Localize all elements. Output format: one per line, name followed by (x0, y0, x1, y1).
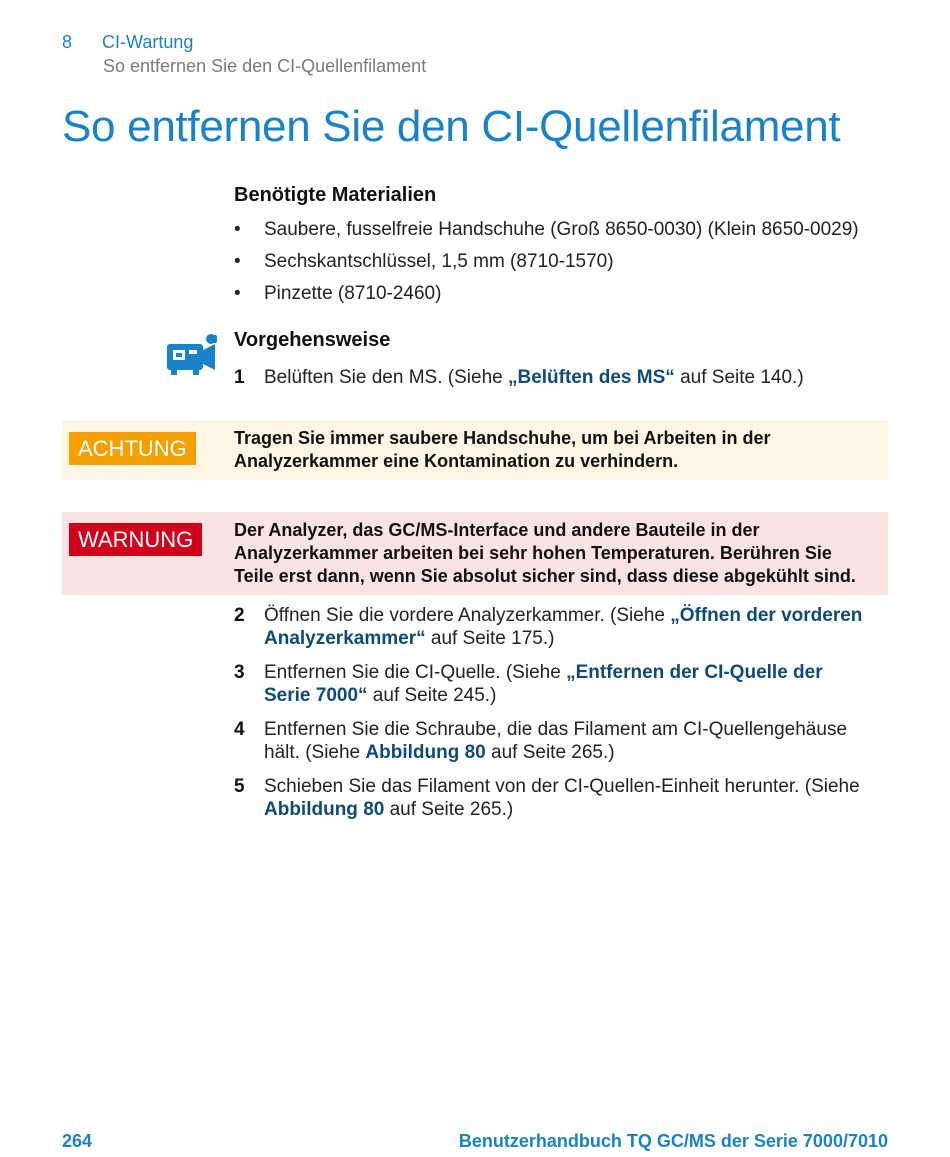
step-text: auf Seite 245.) (367, 685, 497, 706)
figure-reference-link[interactable]: Abbildung 80 (264, 799, 385, 820)
warning-notice (62, 512, 888, 595)
list-item (234, 250, 874, 282)
step-number: 2 (234, 605, 245, 626)
warning-badge: WARNUNG (69, 523, 202, 556)
procedure-heading: Vorgehensweise (234, 329, 391, 351)
procedure-step (234, 604, 874, 650)
figure-reference-link[interactable]: Abbildung 80 (365, 742, 486, 763)
bullet-icon: • (234, 283, 241, 304)
cross-reference-link[interactable]: „Entfernen der CI-Quelle der Serie 7000“ (264, 662, 823, 706)
caution-badge: ACHTUNG (69, 432, 196, 465)
materials-heading: Benötigte Materialien (234, 184, 437, 206)
caution-notice (62, 420, 888, 480)
bullet-icon: • (234, 219, 241, 240)
bullet-icon: • (234, 251, 241, 272)
running-header-chapter (62, 32, 193, 53)
running-header-section: So entfernen Sie den CI-Quellenfilament (103, 56, 427, 76)
list-item (234, 282, 874, 314)
book-title: Benutzerhandbuch TQ GC/MS der Serie 7000/7010 (458, 1131, 888, 1151)
page-number: 264 (62, 1131, 93, 1151)
step-text: auf Seite 265.) (384, 799, 514, 820)
list-item (234, 218, 874, 250)
materials-list (234, 218, 874, 314)
procedure-step (234, 366, 874, 389)
step-text: Entfernen Sie die Schraube, die das Filament am CI-Quellengehäuse hält. (Siehe (264, 719, 848, 763)
procedure-step (234, 718, 874, 764)
video-camera-icon (165, 332, 223, 376)
procedure-step (234, 661, 874, 707)
page-title: So entfernen Sie den CI-Quellenfilament (62, 102, 841, 151)
step-number: 3 (234, 662, 245, 683)
step-text: Belüften Sie den MS. (Siehe (264, 367, 508, 388)
caution-text: Tragen Sie immer saubere Handschuhe, um bei Arbeiten in der Analyzerkammer eine Kontamination zu verhindern. (234, 428, 771, 471)
material-text: Pinzette (8710-2460) (264, 283, 442, 304)
step-text: auf Seite 265.) (485, 742, 615, 763)
step-number: 5 (234, 776, 245, 797)
chapter-title: CI-Wartung (102, 32, 194, 52)
chapter-number: 8 (62, 32, 73, 52)
material-text: Saubere, fusselfreie Handschuhe (Groß 8650-0030) (Klein 8650-0029) (264, 219, 859, 240)
warning-text: Der Analyzer, das GC/MS-Interface und andere Bauteile in der Analyzerkammer arbeiten bei sehr hohen Temperaturen. Berühren Sie Teile erst dann, wenn Sie absolut sicher sind, dass diese abgekühlt sind. (234, 520, 856, 586)
step-number: 4 (234, 719, 245, 740)
step-text: Entfernen Sie die CI-Quelle. (Siehe (264, 662, 567, 683)
step-text: auf Seite 175.) (425, 628, 555, 649)
step-number: 1 (234, 367, 245, 388)
procedure-step (234, 775, 874, 821)
material-text: Sechskantschlüssel, 1,5 mm (8710-1570) (264, 251, 614, 272)
step-text: Schieben Sie das Filament von der CI-Quellen-Einheit herunter. (Siehe (264, 776, 860, 797)
cross-reference-link[interactable]: „Öffnen der vorderen Analyzerkammer“ (264, 605, 863, 649)
step-text: Öffnen Sie die vordere Analyzerkammer. (Siehe (264, 605, 671, 626)
step-text: auf Seite 140.) (674, 367, 804, 388)
cross-reference-link[interactable]: „Belüften des MS“ (507, 367, 675, 388)
